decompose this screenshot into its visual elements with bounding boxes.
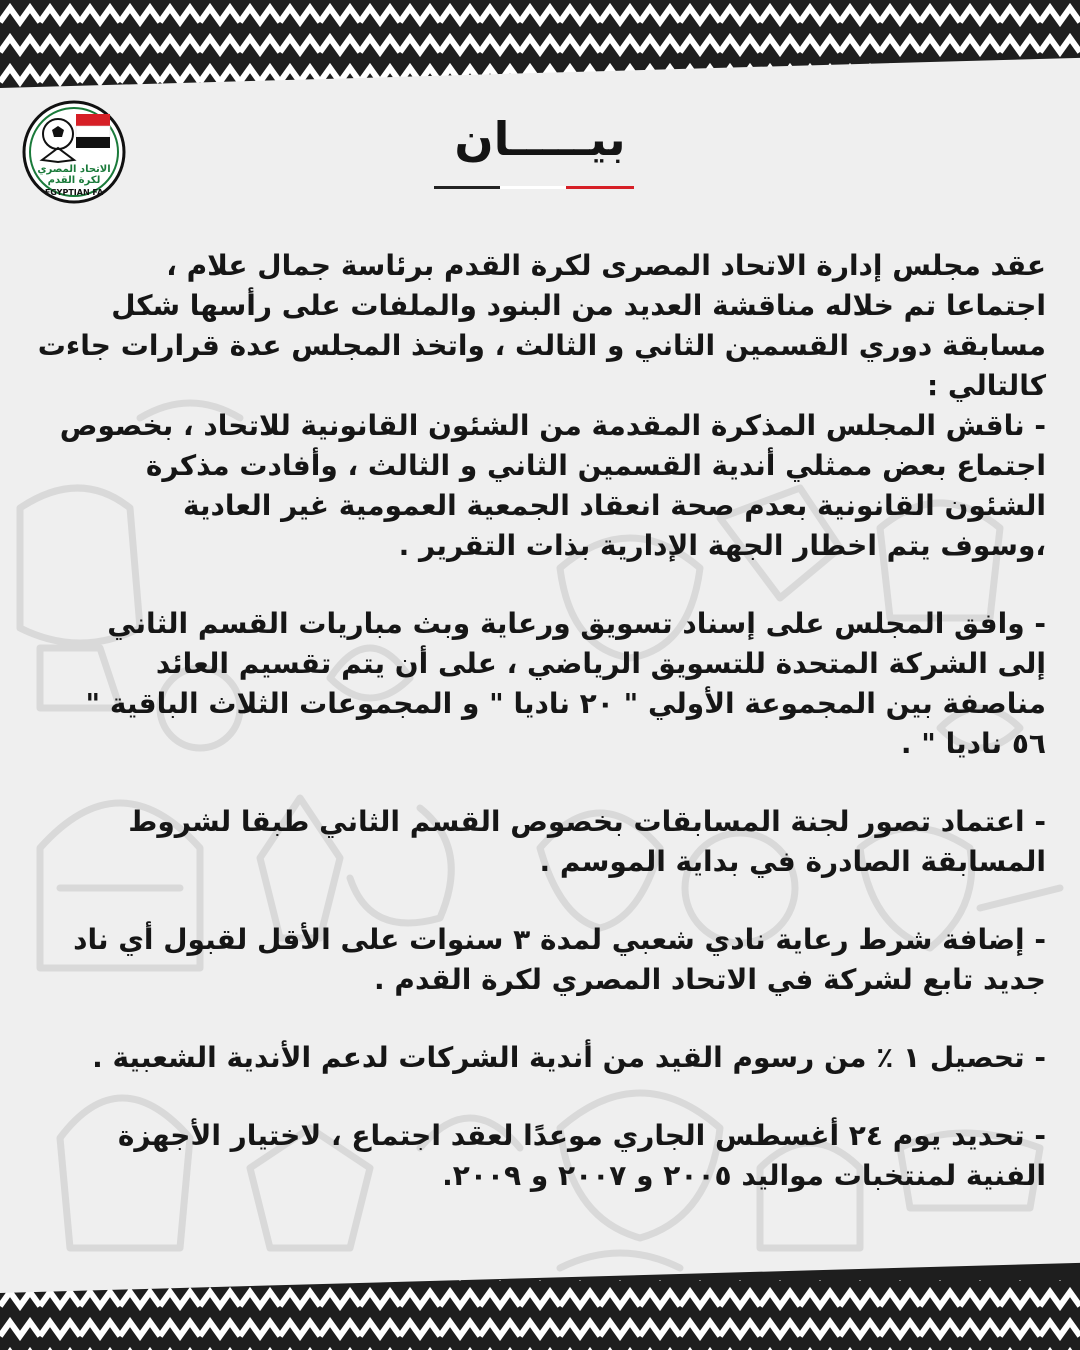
- underline-red: [566, 186, 634, 189]
- statement-body: [34, 246, 1046, 1196]
- logo-arabic-line1: الاتحاد المصري: [37, 164, 111, 175]
- underline-white: [500, 186, 566, 189]
- zigzag-pattern-bottom: [0, 1280, 1080, 1350]
- paragraph-sponsorship: - إضافة شرط رعاية نادي شعبي لمدة ٣ سنوات على الأقل لقبول أي ناد جديد تابع لشركة في الاتحاد المصري لكرة القدم .: [73, 923, 1046, 996]
- title-underline: [434, 186, 634, 190]
- logo-arabic-line2: لكرة القدم: [47, 175, 101, 186]
- paragraph-competition: - اعتماد تصور لجنة المسابقات بخصوص القسم الثاني طبقا لشروط المسابقة الصادرة في بداية الموسم .: [128, 805, 1046, 878]
- underline-black: [434, 186, 500, 189]
- paragraph-meeting-date: - تحديد يوم ٢٤ أغسطس الجاري موعدًا لعقد اجتماع ، لاختيار الأجهزة الفنية لمنتخبات مواليد ٢٠٠٥ و ٢٠٠٧ و ٢٠٠٩.: [117, 1119, 1046, 1192]
- page-title: بيـــــان: [454, 112, 626, 166]
- paragraph-marketing: - وافق المجلس على إسناد تسويق ورعاية وبث مباريات القسم الثاني إلى الشركة المتحدة للتسويق الرياضي ، على أن يتم تقسيم العائد مناصفة بين المجموعة الأولي " ٢٠ ناديا " و المجموعات الثلاث الباقية " ٥٦ ناديا " .: [85, 607, 1046, 760]
- paragraph-intro: عقد مجلس إدارة الاتحاد المصرى لكرة القدم برئاسة جمال علام ، اجتماعا تم خلاله مناقشة العديد من البنود والملفات على رأسها شكل مسابقة دوري القسمين الثاني و الثالث ، واتخذ المجلس عدة قرارات جاءت كالتالي : - ناقش المجلس المذكرة المقدمة من الشئون القانونية للاتحاد ، بخصوص اجتماع بعض ممثلي أندية القسمين الثاني و الثالث ، وأفادت مذكرة الشئون القانونية بعدم صحة انعقاد الجمعية العمومية غير العادية ،وسوف يتم اخطار الجهة الإدارية بذات التقرير .: [37, 249, 1046, 562]
- paragraph-fees: - تحصيل ١ ٪ من رسوم القيد من أندية الشركات لدعم الأندية الشعبية .: [92, 1041, 1046, 1074]
- logo-english: EGYPTIAN FA: [44, 188, 104, 197]
